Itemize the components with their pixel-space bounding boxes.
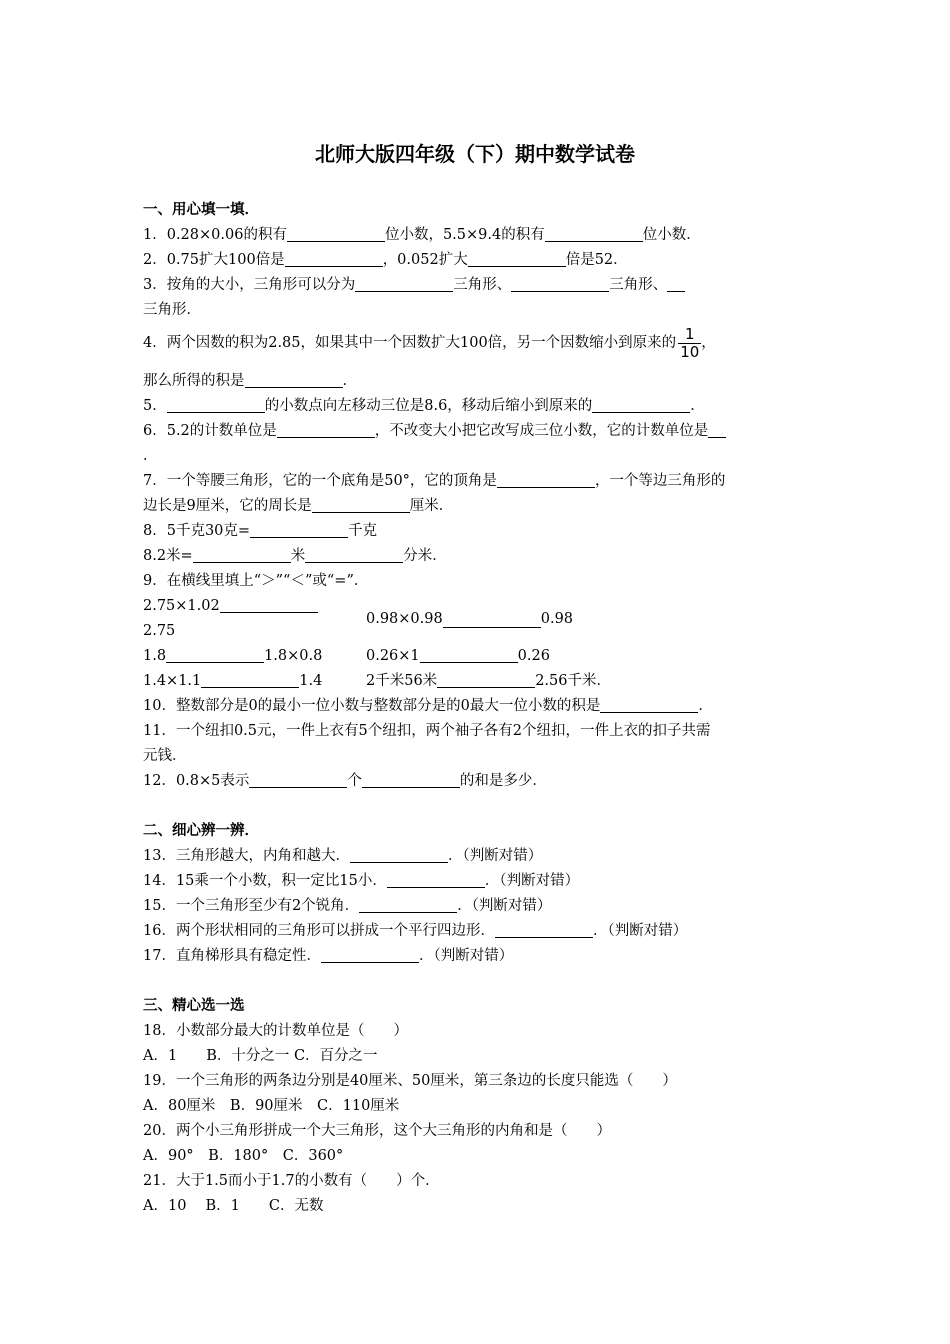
answer-blank [495,921,593,938]
question-11: 11．一个纽扣0.5元，一件上衣有5个纽扣，两个袖子各有2个纽扣，一件上衣的扣子共需 [143,723,711,739]
question-21-options: A．10 B．1 C．无数 [143,1198,324,1214]
answer-blank [359,896,457,913]
answer-blank [220,596,318,613]
question-9-row-3: 1.4×1.1 1.4 2千米56米 2.56千米． [143,673,611,689]
page-title: 北师大版四年级（下）期中数学试卷 [315,142,635,166]
fraction: $\frac{1}{10}$ [680,324,700,361]
answer-blank [287,225,385,242]
question-1: 1．0.28×0.06的积有 位小数，5.5×9.4的积有 位小数． [143,227,701,243]
question-6: 6．5.2的计数单位是 ，不改变大小把它改写成三位小数，它的计数单位是 [143,419,813,444]
answer-blank [250,521,348,538]
question-10: 10．整数部分是0的最小一位小数与整数部分是的0最大一位小数的积是 ． [143,698,713,714]
question-8: 8．5千克30克= 千克 [143,523,378,539]
question-19: 19．一个三角形的两条边分别是40厘米、50厘米，第三条边的长度只能选（ ） [143,1073,677,1089]
question-9-row-1: 2.75×1.02 2.75 0.98×0.98 0.98 [143,598,574,639]
answer-blank [600,696,698,713]
question-8-cont: 8.2米= 米 分米． [143,548,447,564]
question-19-options: A．80厘米 B．90厘米 C．110厘米 [143,1098,400,1114]
section-heading-1: 一、用心填一填． [143,202,259,218]
question-9: 9．在横线里填上“＞”“＜”或“=”． [143,573,369,589]
answer-blank [497,471,595,488]
question-21: 21．大于1.5而小于1.7的小数有（ ）个． [143,1173,440,1189]
question-7-cont: 边长是9厘米，它的周长是 厘米． [143,498,454,514]
answer-blank [468,250,566,267]
answer-blank [277,421,375,438]
question-6-cont: ． [143,448,158,464]
question-20: 20．两个小三角形拼成一个大三角形，这个大三角形的内角和是（ ） [143,1123,611,1139]
question-20-options: A．90° B．180° C．360° [143,1148,344,1164]
answer-blank [667,275,685,292]
answer-blank [511,275,609,292]
section-heading-2: 二、细心辨一辨． [143,823,259,839]
question-9-row-2: 1.8 1.8×0.8 0.26×1 0.26 [143,648,550,664]
question-4: 4．两个因数的积为2.85，如果其中一个因数扩大100倍，另一个因数缩小到原来的 $\frac{1}{10}$ ， [143,324,716,361]
question-14: 14．15乘一个小数，积一定比15小． ．（判断对错） [143,873,580,889]
answer-blank [387,871,485,888]
question-13: 13．三角形越大，内角和越大． ．（判断对错） [143,848,543,864]
question-3-cont: 三角形． [143,302,201,318]
answer-blank [362,771,460,788]
answer-blank [708,421,726,438]
section-heading-3: 三、精心选一选 [143,998,245,1014]
answer-blank [201,671,299,688]
question-11-cont: 元钱． [143,748,187,764]
answer-blank [592,396,690,413]
answer-blank [355,275,453,292]
answer-blank [166,646,264,663]
answer-blank [420,646,518,663]
answer-blank [193,546,291,563]
question-18: 18．小数部分最大的计数单位是（ ） [143,1023,408,1039]
question-16: 16．两个形状相同的三角形可以拼成一个平行四边形． ．（判断对错） [143,923,688,939]
question-4-cont: 那么所得的积是 ． [143,373,357,389]
question-5: 5． 的小数点向左移动三位是8.6，移动后缩小到原来的 ． [143,398,705,414]
answer-blank [545,225,643,242]
question-2: 2．0.75扩大100倍是 ，0.052扩大 倍是52． [143,252,628,268]
answer-blank [437,671,535,688]
question-15: 15．一个三角形至少有2个锐角． ．（判断对错） [143,898,552,914]
answer-blank [312,496,410,513]
question-3: 3．按角的大小，三角形可以分为 三角形、 三角形、 [143,273,813,298]
question-18-options: A．1 B．十分之一 C．百分之一 [143,1048,378,1064]
question-17: 17．直角梯形具有稳定性． ．（判断对错） [143,948,514,964]
question-7: 7．一个等腰三角形，它的一个底角是50°，它的顶角是 ，一个等边三角形的 [143,473,726,489]
answer-blank [305,546,403,563]
answer-blank [350,846,448,863]
answer-blank [443,611,541,628]
question-12: 12．0.8×5表示 个 的和是多少． [143,773,547,789]
answer-blank [321,946,419,963]
exam-content [143,198,813,1219]
answer-blank [167,396,265,413]
answer-blank [245,371,343,388]
answer-blank [249,771,347,788]
answer-blank [285,250,383,267]
